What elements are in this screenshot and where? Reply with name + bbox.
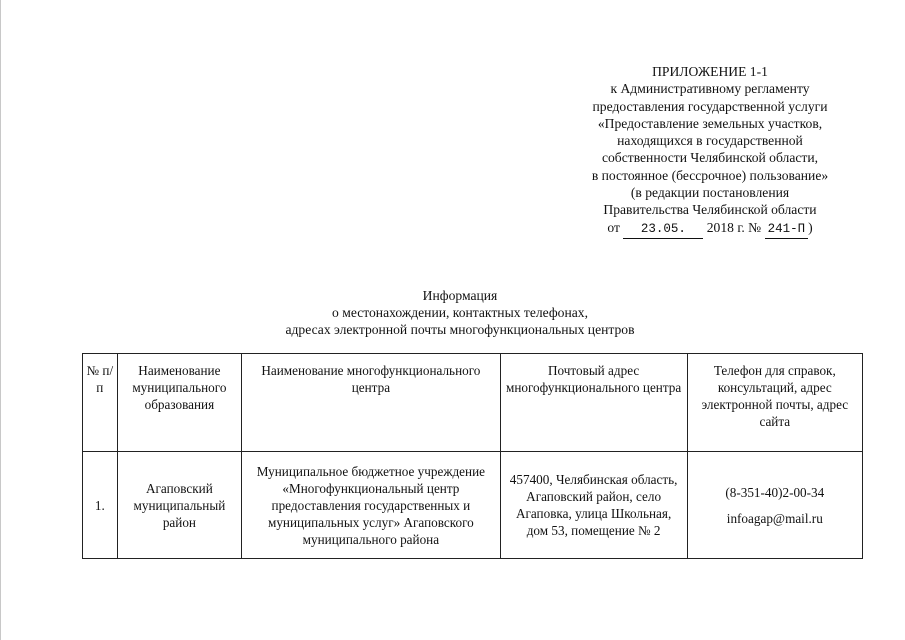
annex-title: ПРИЛОЖЕНИЕ 1-1 (652, 64, 768, 79)
page-left-edge (0, 0, 1, 640)
cell-contacts (687, 452, 862, 559)
information-heading (160, 287, 760, 338)
cell-number: 1. (83, 452, 118, 559)
table-row (83, 452, 863, 559)
header-number: № п/п (83, 354, 118, 452)
cell-postal-address: 457400, Челябинская область, Агаповский район, село Агаповка, улица Школьная, дом 53, помещение № 2 (500, 452, 687, 559)
header-center-name: Наименование многофункционального центра (242, 354, 501, 452)
number-suffix: ) (808, 219, 813, 235)
heading-line: адресах электронной почты многофункциональных центров (285, 322, 635, 337)
annex-line: «Предоставление земельных участков, (597, 115, 823, 131)
date-field: 23.05. (623, 221, 703, 239)
annex-line: в постоянное (бессрочное) пользование» (591, 167, 829, 183)
mfc-table (82, 353, 863, 559)
header-municipality: Наименование муниципального образования (117, 354, 241, 452)
annex-date-line (560, 219, 860, 239)
annex-block (560, 63, 860, 239)
phone-number: (8-351-40)2-00-34 (725, 484, 825, 500)
heading-title: Информация (422, 288, 498, 303)
year-text: 2018 г. № (706, 219, 762, 235)
document-number-field: 241-П (765, 221, 809, 239)
annex-line: Правительства Челябинской области (603, 202, 817, 218)
annex-line: к Административному регламенту (610, 81, 810, 97)
heading-line: о местонахождении, контактных телефонах, (332, 305, 588, 320)
header-contacts: Телефон для справок, консультаций, адрес электронной почты, адрес сайта (687, 354, 862, 452)
annex-line: собственности Челябинской области, (601, 150, 819, 166)
cell-municipality: Агаповский муниципальный район (117, 452, 241, 559)
email-address: infoagap@mail.ru (726, 510, 823, 526)
date-prefix: от (607, 219, 620, 235)
annex-line: (в редакции постановления (630, 185, 790, 201)
cell-center-name: Муниципальное бюджетное учреждение «Многофункциональный центр предоставления государственных и муниципальных услуг» Агаповского муниципального района (242, 452, 501, 559)
annex-line: предоставления государственной услуги (592, 98, 828, 114)
table-header-row (83, 354, 863, 452)
header-postal-address: Почтовый адрес многофункционального центра (500, 354, 687, 452)
annex-line: находящихся в государственной (617, 133, 803, 149)
